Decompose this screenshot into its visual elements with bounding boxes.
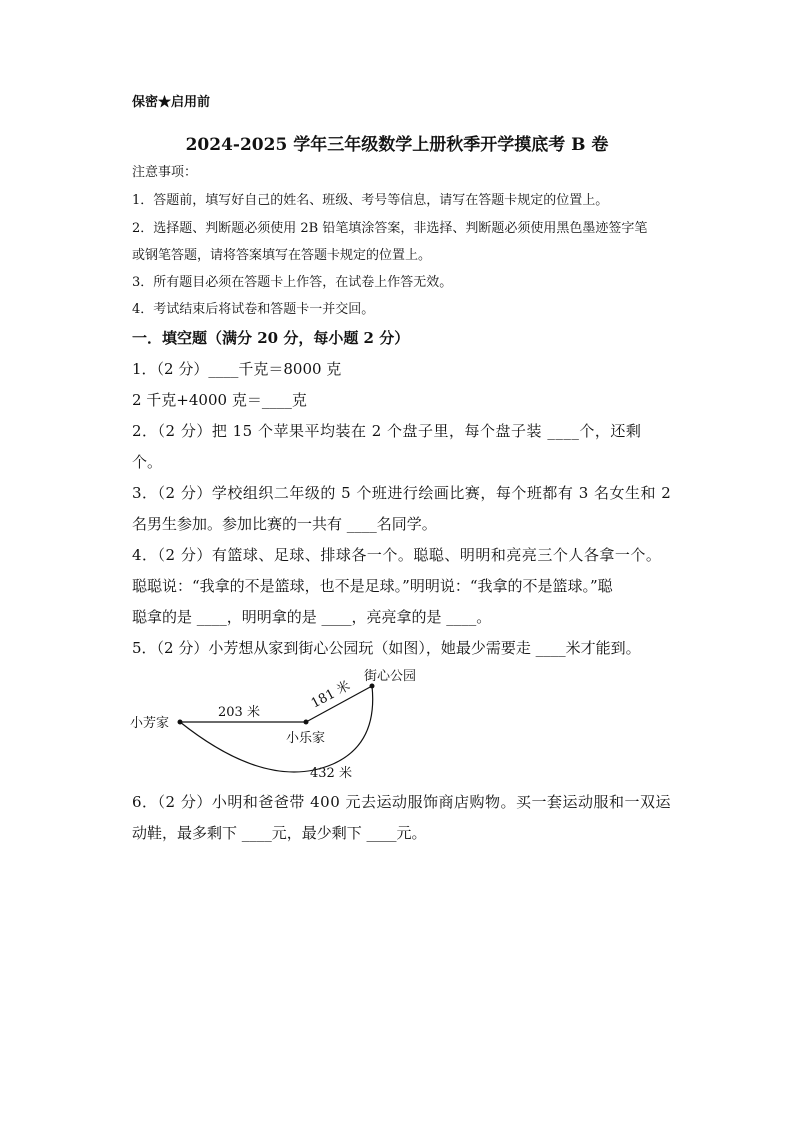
note-item: 4．考试结束后将试卷和答题卡一并交回。 — [132, 302, 375, 317]
route-diagram — [128, 664, 428, 782]
path-curve-home-to-park — [180, 686, 373, 772]
note-item: 3．所有题目必须在答题卡上作答，在试卷上作答无效。 — [132, 275, 453, 290]
home-point — [178, 720, 183, 725]
distance-home-friend: 203 米 — [218, 705, 260, 720]
section-heading: 一．填空题（满分 20 分，每小题 2 分） — [132, 329, 410, 347]
question-6-line-2: 动鞋，最多剩下 ____元，最少剩下 ____元。 — [132, 824, 427, 842]
notes-heading: 注意事项： — [132, 165, 198, 180]
note-item: 2．选择题、判断题必须使用 2B 铅笔填涂答案，非选择、判断题必须使用黑色墨迹签字笔 — [132, 221, 648, 236]
question-4-line-2: 聪聪说：“我拿的不是篮球，也不是足球。”明明说：“我拿的不是篮球。”聪 — [132, 577, 613, 595]
question-2-line-2: 个。 — [132, 453, 163, 471]
friend-point — [304, 720, 309, 725]
distance-curve: 432 米 — [310, 766, 352, 781]
note-item: 1．答题前，填写好自己的姓名、班级、考号等信息，请写在答题卡规定的位置上。 — [132, 193, 609, 208]
question-3-line-2: 名男生参加。参加比赛的一共有 ____名同学。 — [132, 515, 437, 533]
note-item: 或钢笔答题，请将答案填写在答题卡规定的位置上。 — [132, 248, 432, 263]
friend-label: 小乐家 — [286, 731, 326, 746]
distance-friend-park: 181 米 — [308, 678, 353, 712]
question-1-line-1: 1．（2 分）____千克＝8000 克 — [132, 360, 342, 378]
question-1-line-2: 2 千克+4000 克＝____克 — [132, 391, 307, 409]
question-4-line-3: 聪拿的是 ____，明明拿的是 ____，亮亮拿的是 ____。 — [132, 608, 492, 626]
home-label: 小芳家 — [130, 716, 170, 731]
park-label: 街心公园 — [364, 669, 417, 684]
question-2-line-1: 2．（2 分）把 15 个苹果平均装在 2 个盘子里，每个盘子装 ____个，还剩 — [132, 422, 642, 440]
confidential-label: 保密★启用前 — [132, 95, 211, 110]
exam-title: 2024-2025 学年三年级数学上册秋季开学摸底考 B 卷 — [185, 135, 609, 155]
question-3-line-1: 3．（2 分）学校组织二年级的 5 个班进行绘画比赛，每个班都有 3 名女生和 2 — [132, 484, 672, 502]
park-point — [370, 684, 375, 689]
question-6-line-1: 6．（2 分）小明和爸爸带 400 元去运动服饰商店购物。买一套运动服和一双运 — [132, 793, 672, 811]
question-4-line-1: 4．（2 分）有篮球、足球、排球各一个。聪聪、明明和亮亮三个人各拿一个。 — [132, 546, 662, 564]
question-5-line-1: 5．（2 分）小芳想从家到街心公园玩（如图），她最少需要走 ____米才能到。 — [132, 639, 641, 657]
